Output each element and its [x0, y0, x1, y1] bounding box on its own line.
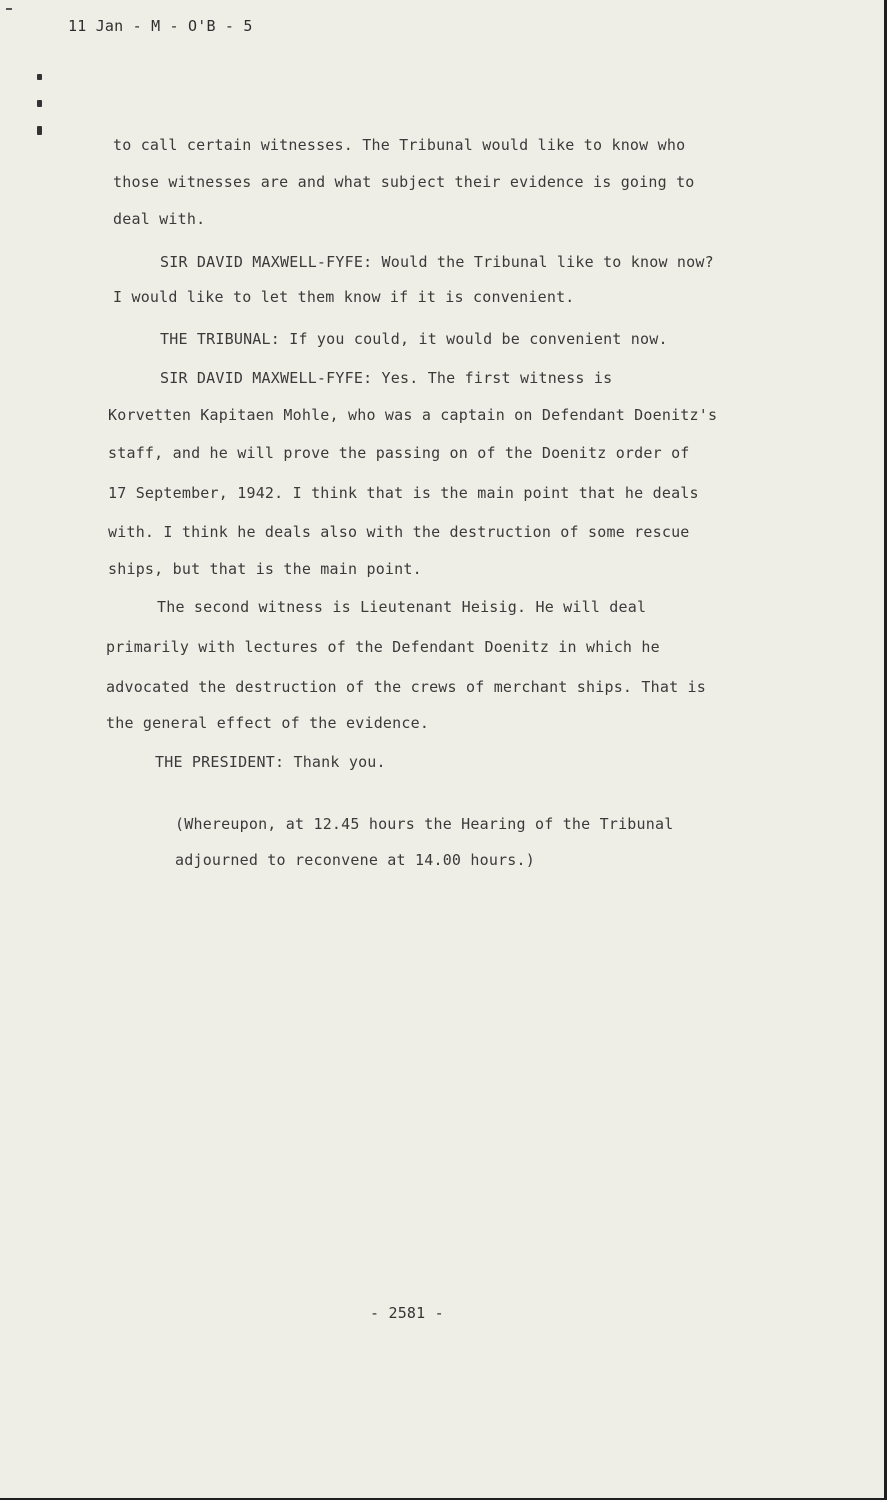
transcript-line: SIR DAVID MAXWELL-FYFE: Would the Tribunal like to know now?	[160, 253, 714, 271]
transcript-line: adjourned to reconvene at 14.00 hours.)	[175, 851, 535, 869]
transcript-line: the general effect of the evidence.	[106, 714, 430, 732]
page-number: - 2581 -	[370, 1304, 444, 1322]
transcript-line: to call certain witnesses. The Tribunal would like to know who	[113, 136, 686, 154]
margin-mark	[37, 100, 42, 107]
transcript-line: primarily with lectures of the Defendant Doenitz in which he	[106, 638, 660, 656]
transcript-line: SIR DAVID MAXWELL-FYFE: Yes. The first witness is	[160, 369, 613, 387]
transcript-line: staff, and he will prove the passing on of the Doenitz order of	[108, 444, 690, 462]
transcript-line: ships, but that is the main point.	[108, 560, 422, 578]
transcript-line: advocated the destruction of the crews of merchant ships. That is	[106, 678, 706, 696]
transcript-line: THE TRIBUNAL: If you could, it would be convenient now.	[160, 330, 668, 348]
transcript-line: I would like to let them know if it is convenient.	[113, 288, 575, 306]
transcript-line: Korvetten Kapitaen Mohle, who was a captain on Defendant Doenitz's	[108, 406, 718, 424]
transcript-line: with. I think he deals also with the destruction of some rescue	[108, 523, 690, 541]
transcript-line: (Whereupon, at 12.45 hours the Hearing of the Tribunal	[175, 815, 674, 833]
page-header: 11 Jan - M - O'B - 5	[68, 17, 253, 35]
margin-mark	[37, 126, 42, 135]
transcript-line: deal with.	[113, 210, 206, 228]
transcript-line: 17 September, 1942. I think that is the main point that he deals	[108, 484, 699, 502]
transcript-line: those witnesses are and what subject their evidence is going to	[113, 173, 695, 191]
transcript-line: The second witness is Lieutenant Heisig. He will deal	[157, 598, 647, 616]
transcript-line: THE PRESIDENT: Thank you.	[155, 753, 386, 771]
corner-mark	[6, 8, 12, 10]
margin-mark	[37, 74, 42, 80]
